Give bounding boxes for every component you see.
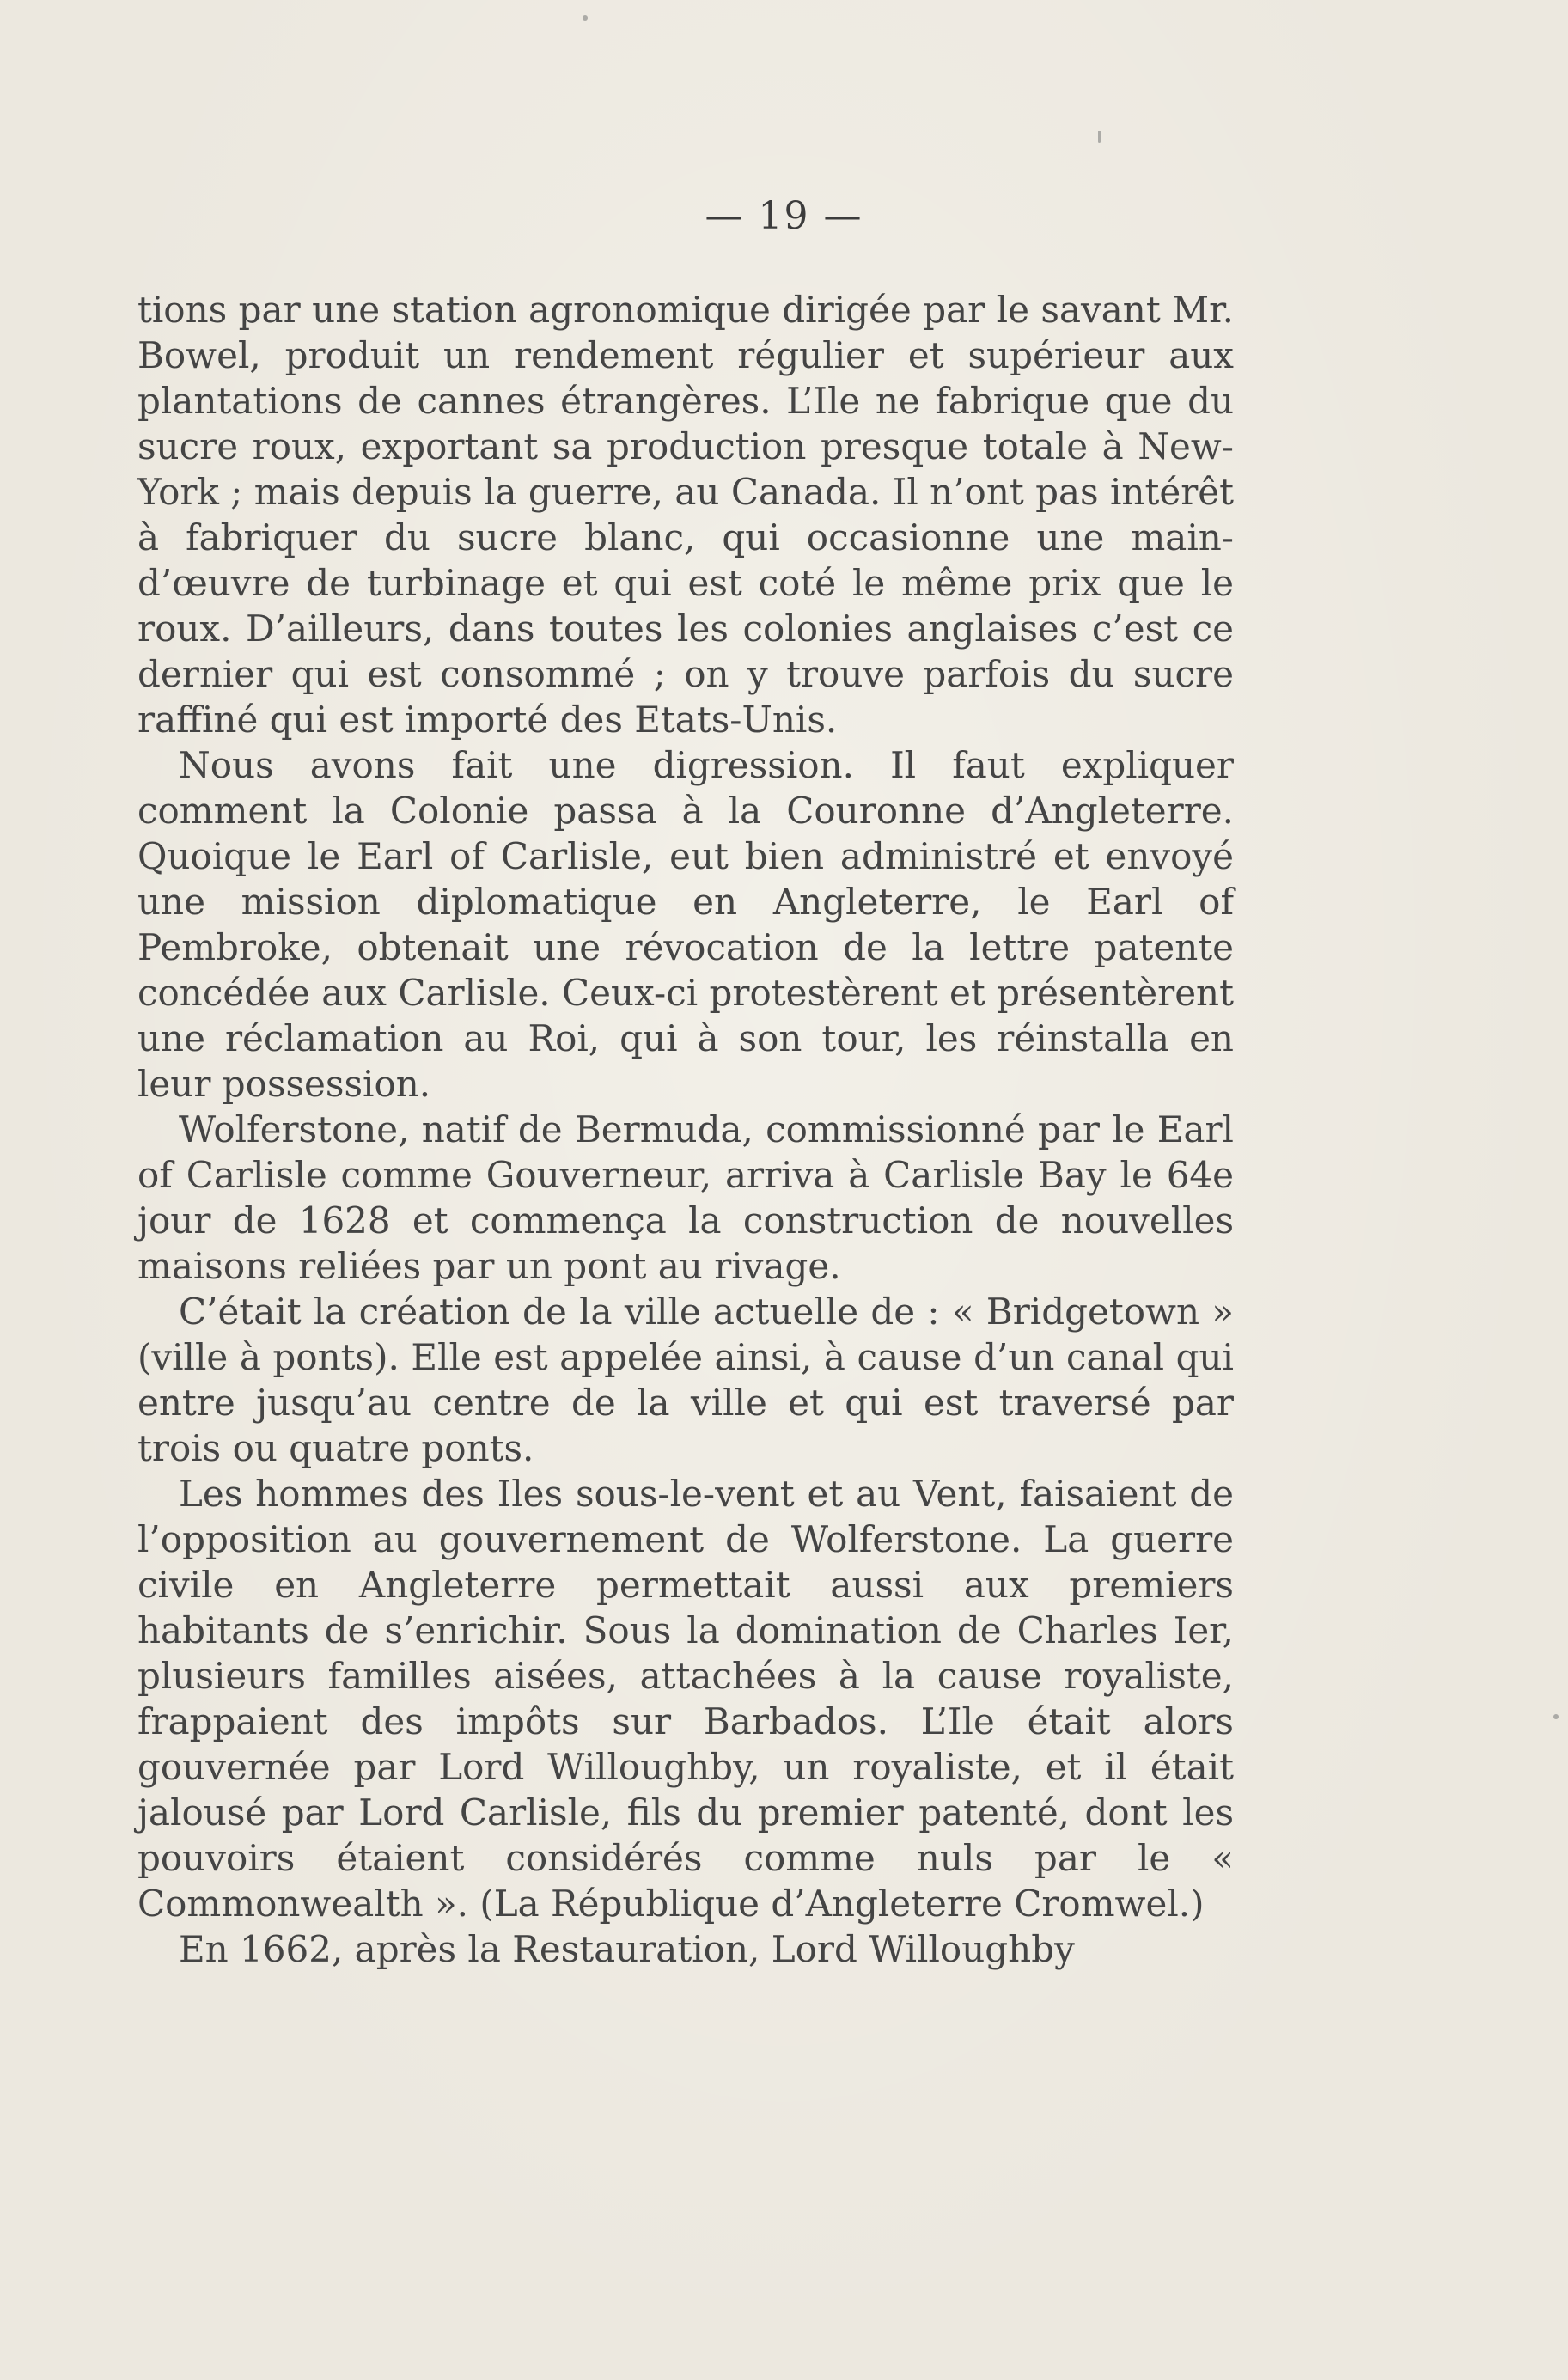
paper-speck (1098, 131, 1101, 143)
page-number: — 19 — (705, 194, 863, 238)
paragraph-colony-crown: Nous avons fait une digression. Il faut expliquer comment la Colonie passa à la Couronne d’Angleterre. Quoique le Earl of Carlisle, eut bien administré et envoyé une mission diplomatique en Angleterre, le Earl of Pembroke, obtenait une révocation de la lettre patente concédée aux Carlisle. Ceux-ci protestèrent et présentèrent une réclamation au Roi, qui à son tour, les réinstalla en leur possession. (137, 744, 1234, 1105)
paragraph-sugar-production: tions par une station agronomique dirigée par le savant Mr. Bowel, produit un rendement régulier et supérieur aux plantations de cannes étrangères. L’Ile ne fabrique que du sucre roux, exportant sa production presque totale à New-York ; mais depuis la guerre, au Canada. Il n’ont pas intérêt à fabriquer du sucre blanc, qui occasionne une main-d’œuvre de turbinage et qui est coté le même prix que le roux. D’ailleurs, dans toutes les colonies anglaises c’est ce dernier qui est consommé ; on y trouve parfois du sucre raffiné qui est importé des Etats-Unis. (137, 289, 1234, 741)
paragraph-opposition: Les hommes des Iles sous-le-vent et au Vent, faisaient de l’opposition au gouvernement de Wolferstone. La guerre civile en Angleterre permettait aussi aux premiers habitants de s’enrichir. Sous la domination de Charles Ier, plusieurs familles aisées, attachées à la cause royaliste, frappaient des impôts sur Barbados. L’Ile était alors gouvernée par Lord Willoughby, un royaliste, et il était jalousé par Lord Carlisle, fils du premier patenté, dont les pouvoirs étaient considérés comme nuls par le « Commonwealth ». (La République d’Angleterre Cromwel.) (137, 1473, 1234, 1925)
paragraph-bridgetown: C’était la création de la ville actuelle de : « Bridgetown » (ville à ponts). Elle est appelée ainsi, à cause d’un canal qui entre jusqu’au centre de la ville et qui est traversé par trois ou quatre ponts. (137, 1291, 1234, 1469)
paper-speck (1553, 1714, 1559, 1719)
paragraph-wolferstone: Wolferstone, natif de Bermuda, commissionné par le Earl of Carlisle comme Gouverneur, arriva à Carlisle Bay le 64e jour de 1628 et commença la construction de nouvelles maisons reliées par un pont au rivage. (137, 1108, 1234, 1287)
paragraph-restoration: En 1662, après la Restauration, Lord Willoughby (179, 1928, 1075, 1970)
paper-speck (583, 15, 588, 21)
body-text (137, 287, 1234, 1972)
